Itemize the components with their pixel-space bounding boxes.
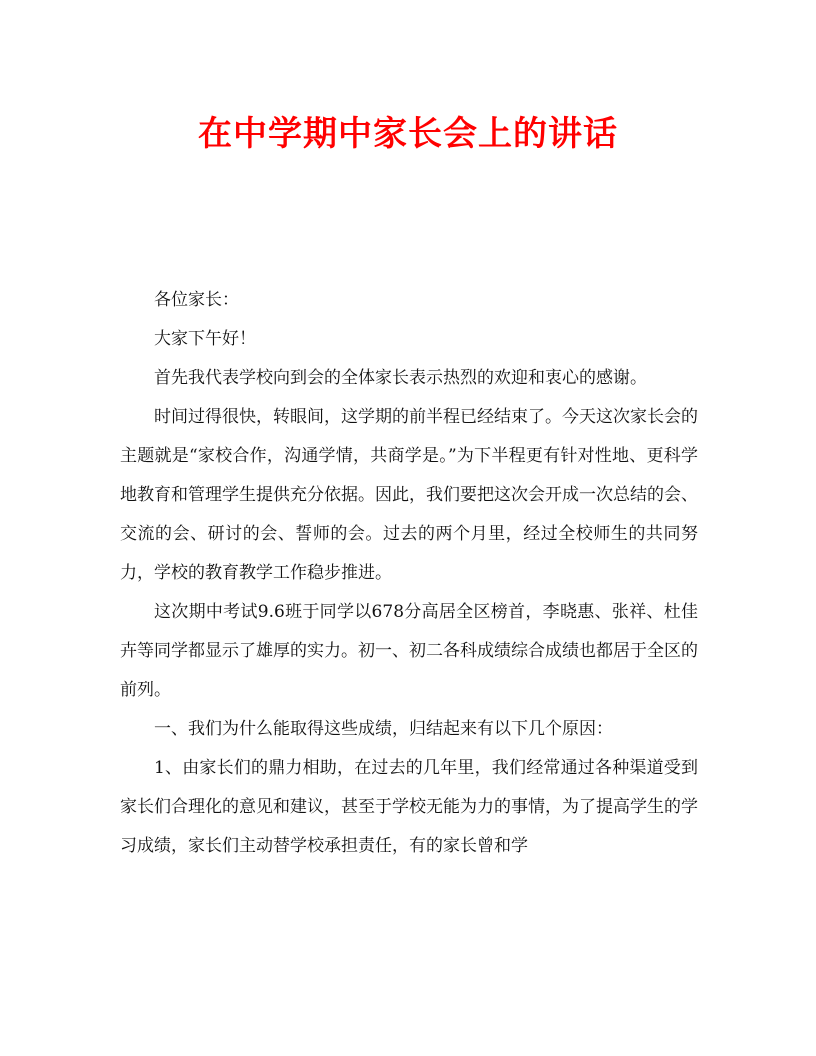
document-body bbox=[120, 281, 698, 866]
paragraph-meeting-theme: 时间过得很快，转眼间，这学期的前半程已经结束了。今天这次家长会的主题就是“家校合作，沟通学情，共商学是。”为下半程更有针对性地、更科学地教育和管理学生提供充分依据。因此，我们要把这次会开成一次总结的会、交流的会、研讨的会、誓师的会。过去的两个月里，经过全校师生的共同努力，学校的教育教学工作稳步推进。 bbox=[120, 407, 698, 583]
paragraph-reason-one: 1、由家长们的鼎力相助，在过去的几年里，我们经常通过各种渠道受到家长们合理化的意见和建议，甚至于学校无能为力的事情，为了提高学生的学习成绩，家长们主动替学校承担责任，有的家长曾和学 bbox=[120, 758, 698, 856]
paragraph-welcome: 首先我代表学校向到会的全体家长表示热烈的欢迎和衷心的感谢。 bbox=[154, 368, 647, 388]
paragraph-salutation: 各位家长： bbox=[154, 290, 239, 310]
document-title: 在中学期中家长会上的讲话 bbox=[198, 114, 618, 154]
paragraph-exam-results: 这次期中考试9.6班于同学以678分高居全区榜首，李晓惠、张祥、杜佳卉等同学都显示了雄厚的实力。初一、初二各科成绩综合成绩也都居于全区的前列。 bbox=[120, 602, 698, 700]
paragraph-section-heading: 一、我们为什么能取得这些成绩，归结起来有以下几个原因： bbox=[154, 719, 613, 739]
paragraph-greeting: 大家下午好！ bbox=[154, 329, 256, 349]
